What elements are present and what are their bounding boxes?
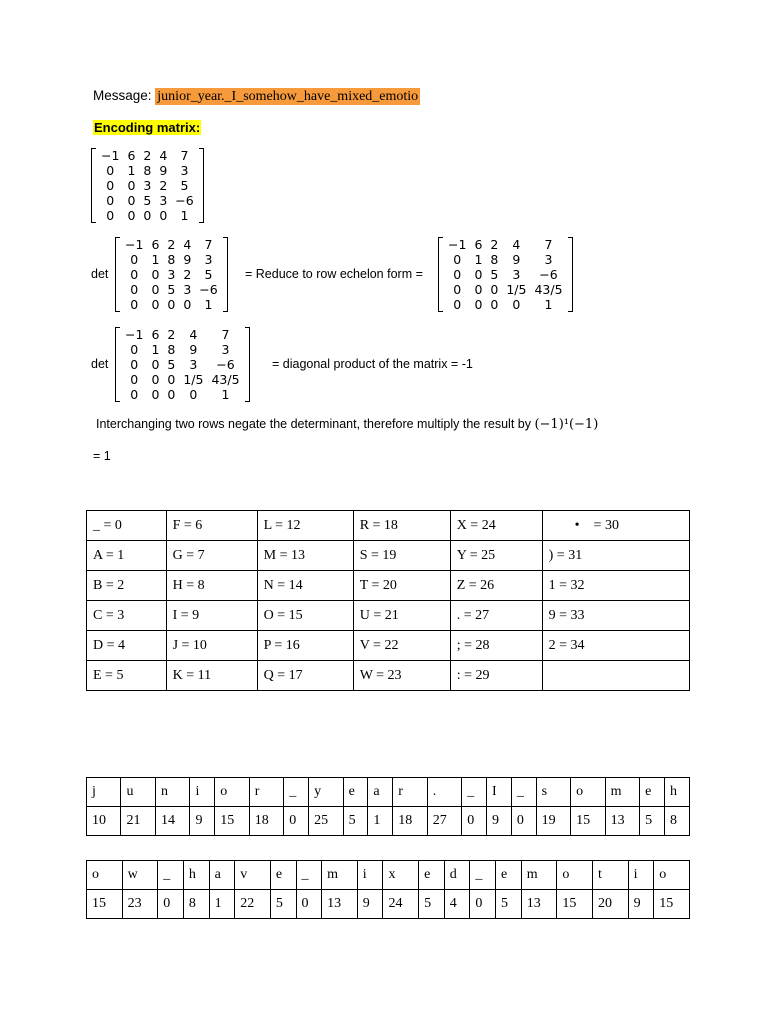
- matrix-cell: 3: [159, 193, 168, 208]
- code-cell: m: [521, 861, 557, 890]
- code-cell: 8: [183, 890, 209, 919]
- matrix-cell: 0: [143, 208, 152, 223]
- matrix-cell: 0: [453, 282, 462, 297]
- code-cell: e: [419, 861, 445, 890]
- matrix-cell: 2: [490, 237, 499, 252]
- code-cell: o: [87, 861, 123, 890]
- matrix-cell: 7: [221, 327, 230, 342]
- code-cell: 0: [470, 890, 496, 919]
- table-cell: [542, 661, 689, 691]
- matrix-cell: 0: [130, 342, 139, 357]
- matrix-row: [121, 282, 222, 297]
- matrix-cell: −6: [539, 267, 558, 282]
- matrix-cell: 1: [544, 297, 553, 312]
- code-cell: _: [158, 861, 184, 890]
- code-cell: w: [122, 861, 158, 890]
- matrix-cell: 3: [204, 252, 213, 267]
- table-cell: Y = 25: [450, 541, 542, 571]
- matrix-cell: 0: [130, 372, 139, 387]
- matrix-cell: 6: [474, 237, 483, 252]
- table-cell: 2 = 34: [542, 631, 689, 661]
- code-cell: 8: [664, 807, 689, 836]
- matrix-cell: −6: [175, 193, 194, 208]
- table-cell: F = 6: [166, 511, 257, 541]
- matrix-cell: 0: [167, 372, 176, 387]
- matrix-cell: 3: [180, 163, 189, 178]
- matrix-cell: 7: [204, 237, 213, 252]
- interchange-note-text: Interchanging two rows negate the determinant, therefore multiply the result by: [96, 417, 531, 431]
- code-cell: 13: [521, 890, 557, 919]
- table-cell: L = 12: [257, 511, 353, 541]
- matrix-cell: 0: [453, 297, 462, 312]
- matrix-cell: 1: [204, 297, 213, 312]
- matrix-row: [97, 193, 198, 208]
- matrix-cell: 0: [490, 297, 499, 312]
- matrix-cell: 0: [130, 267, 139, 282]
- det-matrix-1-body: [121, 237, 222, 312]
- code-cell: 21: [121, 807, 155, 836]
- matrix-cell: 7: [180, 148, 189, 163]
- matrix-row: [121, 372, 244, 387]
- matrix-cell: 43/5: [534, 282, 563, 297]
- matrix-row: [121, 387, 244, 402]
- det-label-1: det: [91, 267, 109, 281]
- table-row: [87, 511, 690, 541]
- table-row: [87, 631, 690, 661]
- matrix-row: [97, 178, 198, 193]
- code-cell: 18: [249, 807, 283, 836]
- code-cell: s: [536, 778, 570, 807]
- matrix-row: [121, 342, 244, 357]
- table-cell: D = 4: [87, 631, 167, 661]
- code-cell: x: [383, 861, 419, 890]
- table-cell: G = 7: [166, 541, 257, 571]
- encoding-matrix-body: [97, 148, 198, 223]
- matrix-cell: 8: [167, 252, 176, 267]
- matrix-cell: 5: [167, 282, 176, 297]
- code-cell: 15: [557, 890, 593, 919]
- matrix-cell: 0: [512, 297, 521, 312]
- matrix-row: [444, 282, 567, 297]
- table-cell: 9 = 33: [542, 601, 689, 631]
- code-cell: 0: [511, 807, 536, 836]
- matrix-row: [97, 208, 198, 223]
- code-cell: 18: [393, 807, 427, 836]
- bullet-icon: •: [574, 517, 580, 533]
- matrix-cell: 5: [167, 357, 176, 372]
- table-cell: R = 18: [353, 511, 450, 541]
- echelon-matrix-body: [444, 237, 567, 312]
- code-cell: r: [249, 778, 283, 807]
- table-cell: K = 11: [166, 661, 257, 691]
- matrix-cell: 0: [474, 267, 483, 282]
- table-cell: 1 = 32: [542, 571, 689, 601]
- matrix-cell: 1: [474, 252, 483, 267]
- matrix-cell: −6: [199, 282, 218, 297]
- code-table-1-chars: [87, 778, 690, 807]
- matrix-cell: 0: [130, 282, 139, 297]
- code-cell: _: [470, 861, 496, 890]
- matrix-cell: 0: [151, 387, 160, 402]
- table-row: [87, 541, 690, 571]
- code-cell: 9: [357, 890, 383, 919]
- matrix-cell: 3: [544, 252, 553, 267]
- code-cell: e: [270, 861, 296, 890]
- matrix-cell: 1: [180, 208, 189, 223]
- matrix-row: [444, 297, 567, 312]
- matrix-row: [444, 252, 567, 267]
- code-cell: o: [654, 861, 690, 890]
- matrix-cell: 0: [151, 357, 160, 372]
- matrix-cell: 5: [490, 267, 499, 282]
- code-cell: i: [357, 861, 383, 890]
- matrix-cell: 4: [159, 148, 168, 163]
- code-cell: 15: [87, 890, 123, 919]
- code-cell: a: [368, 778, 393, 807]
- code-cell: I: [487, 778, 512, 807]
- code-cell: 5: [419, 890, 445, 919]
- matrix-row: [121, 252, 222, 267]
- matrix-cell: 3: [189, 357, 198, 372]
- matrix-cell: 0: [130, 297, 139, 312]
- table-cell: T = 20: [353, 571, 450, 601]
- code-cell: 15: [654, 890, 690, 919]
- code-cell: 5: [496, 890, 522, 919]
- code-cell: h: [664, 778, 689, 807]
- det-matrix-2: [115, 327, 250, 402]
- matrix-cell: 4: [189, 327, 198, 342]
- matrix-cell: 8: [167, 342, 176, 357]
- table-cell: U = 21: [353, 601, 450, 631]
- code-cell: 5: [270, 890, 296, 919]
- table-cell: V = 22: [353, 631, 450, 661]
- table-cell: J = 10: [166, 631, 257, 661]
- matrix-cell: 0: [151, 297, 160, 312]
- table-cell: B = 2: [87, 571, 167, 601]
- matrix-row: [121, 327, 244, 342]
- matrix-cell: 1/5: [183, 372, 204, 387]
- matrix-cell: 0: [474, 282, 483, 297]
- matrix-row: [97, 148, 198, 163]
- matrix-row: [444, 267, 567, 282]
- matrix-cell: 0: [159, 208, 168, 223]
- table-cell: ) = 31: [542, 541, 689, 571]
- code-cell: e: [640, 778, 665, 807]
- matrix-cell: 0: [130, 252, 139, 267]
- code-cell: 9: [628, 890, 654, 919]
- table-cell: C = 3: [87, 601, 167, 631]
- code-cell: 5: [343, 807, 368, 836]
- diagonal-text: = diagonal product of the matrix = -1: [272, 357, 473, 371]
- matrix-cell: 0: [106, 208, 115, 223]
- code-cell: 20: [592, 890, 628, 919]
- table-cell: O = 15: [257, 601, 353, 631]
- matrix-cell: 0: [151, 267, 160, 282]
- matrix-cell: 3: [167, 267, 176, 282]
- code-cell: 13: [322, 890, 358, 919]
- matrix-cell: 8: [143, 163, 152, 178]
- matrix-cell: 0: [127, 208, 136, 223]
- matrix-row: [121, 237, 222, 252]
- code-cell: _: [296, 861, 322, 890]
- matrix-cell: 0: [453, 252, 462, 267]
- encoding-matrix: [91, 148, 204, 223]
- table-row: [87, 601, 690, 631]
- matrix-cell: −6: [216, 357, 235, 372]
- code-cell: i: [628, 861, 654, 890]
- matrix-cell: 1: [151, 252, 160, 267]
- matrix-row: [121, 297, 222, 312]
- code-cell: 27: [427, 807, 461, 836]
- table-cell: M = 13: [257, 541, 353, 571]
- matrix-cell: 0: [127, 178, 136, 193]
- code-cell: 19: [536, 807, 570, 836]
- table-cell: : = 29: [450, 661, 542, 691]
- matrix-cell: 43/5: [211, 372, 240, 387]
- code-cell: r: [393, 778, 427, 807]
- table-cell: _ = 0: [87, 511, 167, 541]
- matrix-cell: 2: [183, 267, 192, 282]
- table-cell: [542, 511, 689, 541]
- code-cell: 1: [368, 807, 393, 836]
- code-cell: 15: [571, 807, 605, 836]
- code-cell: u: [121, 778, 155, 807]
- code-cell: j: [87, 778, 121, 807]
- matrix-cell: 0: [106, 178, 115, 193]
- matrix-cell: 3: [183, 282, 192, 297]
- matrix-cell: 6: [151, 237, 160, 252]
- matrix-cell: −1: [125, 327, 144, 342]
- matrix-cell: 2: [143, 148, 152, 163]
- code-cell: v: [235, 861, 271, 890]
- matrix-cell: 3: [143, 178, 152, 193]
- matrix-row: [444, 237, 567, 252]
- code-cell: 14: [155, 807, 189, 836]
- matrix-cell: 1: [151, 342, 160, 357]
- code-cell: 22: [235, 890, 271, 919]
- matrix-cell: 8: [490, 252, 499, 267]
- message-label: Message:: [93, 88, 152, 103]
- matrix-cell: 9: [512, 252, 521, 267]
- matrix-cell: 0: [130, 357, 139, 372]
- code-cell: m: [322, 861, 358, 890]
- matrix-cell: 3: [221, 342, 230, 357]
- matrix-cell: 4: [183, 237, 192, 252]
- table-cell: I = 9: [166, 601, 257, 631]
- matrix-cell: 0: [453, 267, 462, 282]
- code-cell: a: [209, 861, 235, 890]
- matrix-cell: 0: [167, 297, 176, 312]
- code-cell: o: [571, 778, 605, 807]
- table-cell: S = 19: [353, 541, 450, 571]
- matrix-cell: −1: [448, 237, 467, 252]
- code-cell: t: [592, 861, 628, 890]
- det-matrix-1: [115, 237, 228, 312]
- code-cell: y: [309, 778, 343, 807]
- matrix-cell: 0: [490, 282, 499, 297]
- table-cell: Q = 17: [257, 661, 353, 691]
- message-line: [93, 88, 420, 105]
- table-cell: X = 24: [450, 511, 542, 541]
- table-cell: Z = 26: [450, 571, 542, 601]
- message-value: junior_year._I_somehow_have_mixed_emotio: [157, 89, 419, 104]
- matrix-cell: 0: [151, 372, 160, 387]
- code-cell: _: [511, 778, 536, 807]
- matrix-cell: 5: [204, 267, 213, 282]
- code-cell: 4: [444, 890, 470, 919]
- matrix-cell: 1: [221, 387, 230, 402]
- matrix-cell: 1: [127, 163, 136, 178]
- code-cell: 13: [605, 807, 639, 836]
- matrix-row: [97, 163, 198, 178]
- code-cell: 24: [383, 890, 419, 919]
- encoding-matrix-label: Encoding matrix:: [94, 120, 201, 135]
- matrix-cell: −1: [101, 148, 120, 163]
- matrix-cell: 4: [512, 237, 521, 252]
- table-cell: E = 5: [87, 661, 167, 691]
- matrix-cell: 5: [180, 178, 189, 193]
- code-table-1: [86, 777, 690, 836]
- interchange-formula: (−1)¹(−1): [534, 417, 599, 432]
- matrix-cell: 0: [474, 297, 483, 312]
- matrix-row: [121, 357, 244, 372]
- table-cell: N = 14: [257, 571, 353, 601]
- code-cell: 5: [640, 807, 665, 836]
- table-cell: W = 23: [353, 661, 450, 691]
- code-cell: o: [215, 778, 249, 807]
- table-row: [87, 571, 690, 601]
- code-cell: e: [343, 778, 368, 807]
- matrix-cell: 9: [159, 163, 168, 178]
- matrix-cell: 0: [127, 193, 136, 208]
- interchange-note: [96, 417, 598, 432]
- matrix-cell: 0: [106, 193, 115, 208]
- character-code-table: [86, 510, 690, 691]
- matrix-cell: 6: [127, 148, 136, 163]
- echelon-matrix: [438, 237, 573, 312]
- code-table-1-nums: [87, 807, 690, 836]
- table-row: [87, 661, 690, 691]
- code-cell: 1: [209, 890, 235, 919]
- reduce-text: = Reduce to row echelon form =: [245, 267, 423, 281]
- code-cell: 23: [122, 890, 158, 919]
- matrix-cell: 1/5: [506, 282, 527, 297]
- matrix-cell: 0: [183, 297, 192, 312]
- code-cell: 0: [462, 807, 487, 836]
- code-cell: 15: [215, 807, 249, 836]
- code-cell: 9: [487, 807, 512, 836]
- table-cell: P = 16: [257, 631, 353, 661]
- table-cell-text: = 30: [593, 517, 619, 533]
- table-cell: . = 27: [450, 601, 542, 631]
- code-cell: _: [284, 778, 309, 807]
- code-table-2-nums: [87, 890, 690, 919]
- character-code-table-body: [87, 511, 690, 691]
- matrix-cell: 9: [189, 342, 198, 357]
- matrix-cell: 2: [159, 178, 168, 193]
- matrix-cell: 5: [143, 193, 152, 208]
- code-cell: m: [605, 778, 639, 807]
- code-cell: 10: [87, 807, 121, 836]
- code-cell: h: [183, 861, 209, 890]
- code-cell: 0: [284, 807, 309, 836]
- determinant-result: = 1: [93, 449, 111, 463]
- code-cell: i: [190, 778, 215, 807]
- code-cell: d: [444, 861, 470, 890]
- table-cell: ; = 28: [450, 631, 542, 661]
- code-cell: _: [462, 778, 487, 807]
- matrix-cell: 2: [167, 327, 176, 342]
- code-cell: 25: [309, 807, 343, 836]
- matrix-row: [121, 267, 222, 282]
- matrix-cell: 0: [106, 163, 115, 178]
- det-label-2: det: [91, 357, 109, 371]
- matrix-cell: 9: [183, 252, 192, 267]
- code-cell: 0: [296, 890, 322, 919]
- matrix-cell: 0: [130, 387, 139, 402]
- matrix-cell: 0: [167, 387, 176, 402]
- code-cell: o: [557, 861, 593, 890]
- code-cell: e: [496, 861, 522, 890]
- matrix-cell: 0: [189, 387, 198, 402]
- code-cell: 9: [190, 807, 215, 836]
- matrix-cell: 7: [544, 237, 553, 252]
- code-cell: .: [427, 778, 461, 807]
- code-table-2: [86, 860, 690, 919]
- code-table-2-chars: [87, 861, 690, 890]
- matrix-cell: 0: [151, 282, 160, 297]
- code-cell: n: [155, 778, 189, 807]
- det-matrix-2-body: [121, 327, 244, 402]
- matrix-cell: 3: [512, 267, 521, 282]
- code-cell: 0: [158, 890, 184, 919]
- table-cell: A = 1: [87, 541, 167, 571]
- table-cell: H = 8: [166, 571, 257, 601]
- matrix-cell: 6: [151, 327, 160, 342]
- matrix-cell: 2: [167, 237, 176, 252]
- matrix-cell: −1: [125, 237, 144, 252]
